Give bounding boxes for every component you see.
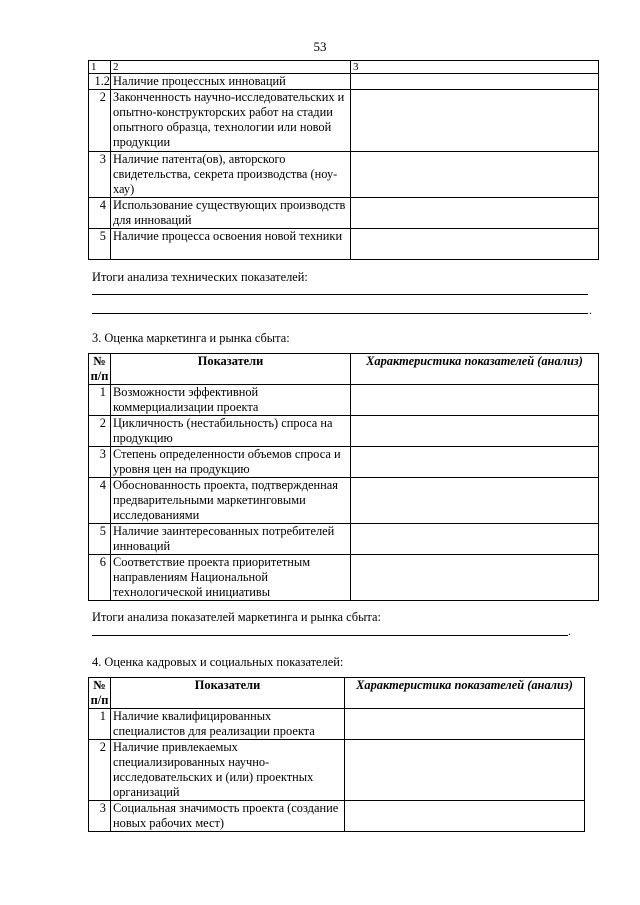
table-row: [89, 478, 599, 524]
row-number: 3: [89, 801, 111, 832]
indicator-text: Наличие квалифицированных специалистов для реализации проекта: [111, 709, 345, 740]
row-number: 5: [89, 524, 111, 555]
table-row: [89, 385, 599, 416]
table-row: [89, 524, 599, 555]
characteristic-cell[interactable]: [351, 447, 599, 478]
indicator-text: Степень определенности объемов спроса и уровня цен на продукцию: [111, 447, 351, 478]
header-characteristic: Характеристика показателей (анализ): [351, 354, 599, 385]
indicator-text: Наличие заинтересованных потребителей инноваций: [111, 524, 351, 555]
table-row: [89, 198, 599, 229]
indicator-text: Наличие патента(ов), авторского свидетельства, секрета производства (ноу-хау): [111, 152, 351, 198]
indicator-text: Обоснованность проекта, подтвержденная предварительными маркетинговыми исследованиями: [111, 478, 351, 524]
header-number: № п/п: [89, 678, 111, 709]
header-number: № п/п: [89, 354, 111, 385]
row-number: 4: [89, 198, 111, 229]
indicator-text: Наличие процессных инноваций: [111, 74, 351, 90]
indicator-text: Использование существующих производств для инноваций: [111, 198, 351, 229]
technical-summary-line-1[interactable]: [92, 294, 588, 295]
table-row: [89, 90, 599, 152]
section-4-heading: 4. Оценка кадровых и социальных показателей:: [92, 655, 344, 669]
characteristic-cell[interactable]: [351, 90, 599, 152]
indicator-text: Законченность научно-исследовательских и опытно-конструкторских работ на стадии опытного образца, технологии или новой продукции: [111, 90, 351, 152]
row-number: 4: [89, 478, 111, 524]
table-row: [89, 416, 599, 447]
technical-summary-end-mark: .: [589, 303, 592, 317]
indicator-text: Наличие привлекаемых специализированных научно-исследовательских и (или) проектных организаций: [111, 740, 345, 801]
table-row: [89, 74, 599, 90]
column-number-1: 1: [89, 61, 111, 74]
marketing-summary-end-mark: .: [568, 624, 571, 638]
page-number: 53: [313, 39, 327, 54]
personnel-social-table: [88, 677, 585, 832]
characteristic-cell[interactable]: [351, 555, 599, 601]
table-row: [89, 740, 585, 801]
indicator-text: Цикличность (нестабильность) спроса на продукцию: [111, 416, 351, 447]
characteristic-cell[interactable]: [345, 801, 585, 832]
characteristic-cell[interactable]: [351, 74, 599, 90]
row-number: 2: [89, 90, 111, 152]
characteristic-cell[interactable]: [351, 416, 599, 447]
marketing-summary-line[interactable]: [92, 635, 568, 636]
row-number: 2: [89, 740, 111, 801]
row-number: 6: [89, 555, 111, 601]
header-characteristic: Характеристика показателей (анализ): [345, 678, 585, 709]
indicator-text: Возможности эффективной коммерциализации проекта: [111, 385, 351, 416]
characteristic-cell[interactable]: [345, 709, 585, 740]
table-row: [89, 555, 599, 601]
indicator-text: Социальная значимость проекта (создание новых рабочих мест): [111, 801, 345, 832]
table-row: [89, 152, 599, 198]
characteristic-cell[interactable]: [351, 152, 599, 198]
characteristic-cell[interactable]: [351, 524, 599, 555]
characteristic-cell[interactable]: [351, 385, 599, 416]
row-number: 3: [89, 152, 111, 198]
table-header-row: [89, 354, 599, 385]
row-number: 1.2: [89, 74, 111, 90]
section-3-heading: 3. Оценка маркетинга и рынка сбыта:: [92, 331, 290, 345]
row-number: 5: [89, 229, 111, 260]
row-number: 3: [89, 447, 111, 478]
indicator-text: Наличие процесса освоения новой техники: [111, 229, 351, 260]
header-indicators: Показатели: [111, 354, 351, 385]
table-header-row: [89, 678, 585, 709]
table-row: [89, 709, 585, 740]
technical-indicators-table: [88, 60, 599, 260]
table-row: [89, 447, 599, 478]
table-row: [89, 801, 585, 832]
column-number-2: 2: [111, 61, 351, 74]
marketing-summary-label: Итоги анализа показателей маркетинга и рынка сбыта:: [92, 610, 381, 624]
row-number: 1: [89, 385, 111, 416]
characteristic-cell[interactable]: [345, 740, 585, 801]
row-number: 1: [89, 709, 111, 740]
technical-summary-label: Итоги анализа технических показателей:: [92, 270, 308, 284]
indicator-text: Соответствие проекта приоритетным направлениям Национальной технологической инициативы: [111, 555, 351, 601]
characteristic-cell[interactable]: [351, 229, 599, 260]
column-numbers-row: [89, 61, 599, 74]
characteristic-cell[interactable]: [351, 198, 599, 229]
characteristic-cell[interactable]: [351, 478, 599, 524]
column-number-3: 3: [351, 61, 599, 74]
header-indicators: Показатели: [111, 678, 345, 709]
table-row: [89, 229, 599, 260]
technical-summary-line-2[interactable]: [92, 313, 588, 314]
marketing-table: [88, 353, 599, 601]
row-number: 2: [89, 416, 111, 447]
